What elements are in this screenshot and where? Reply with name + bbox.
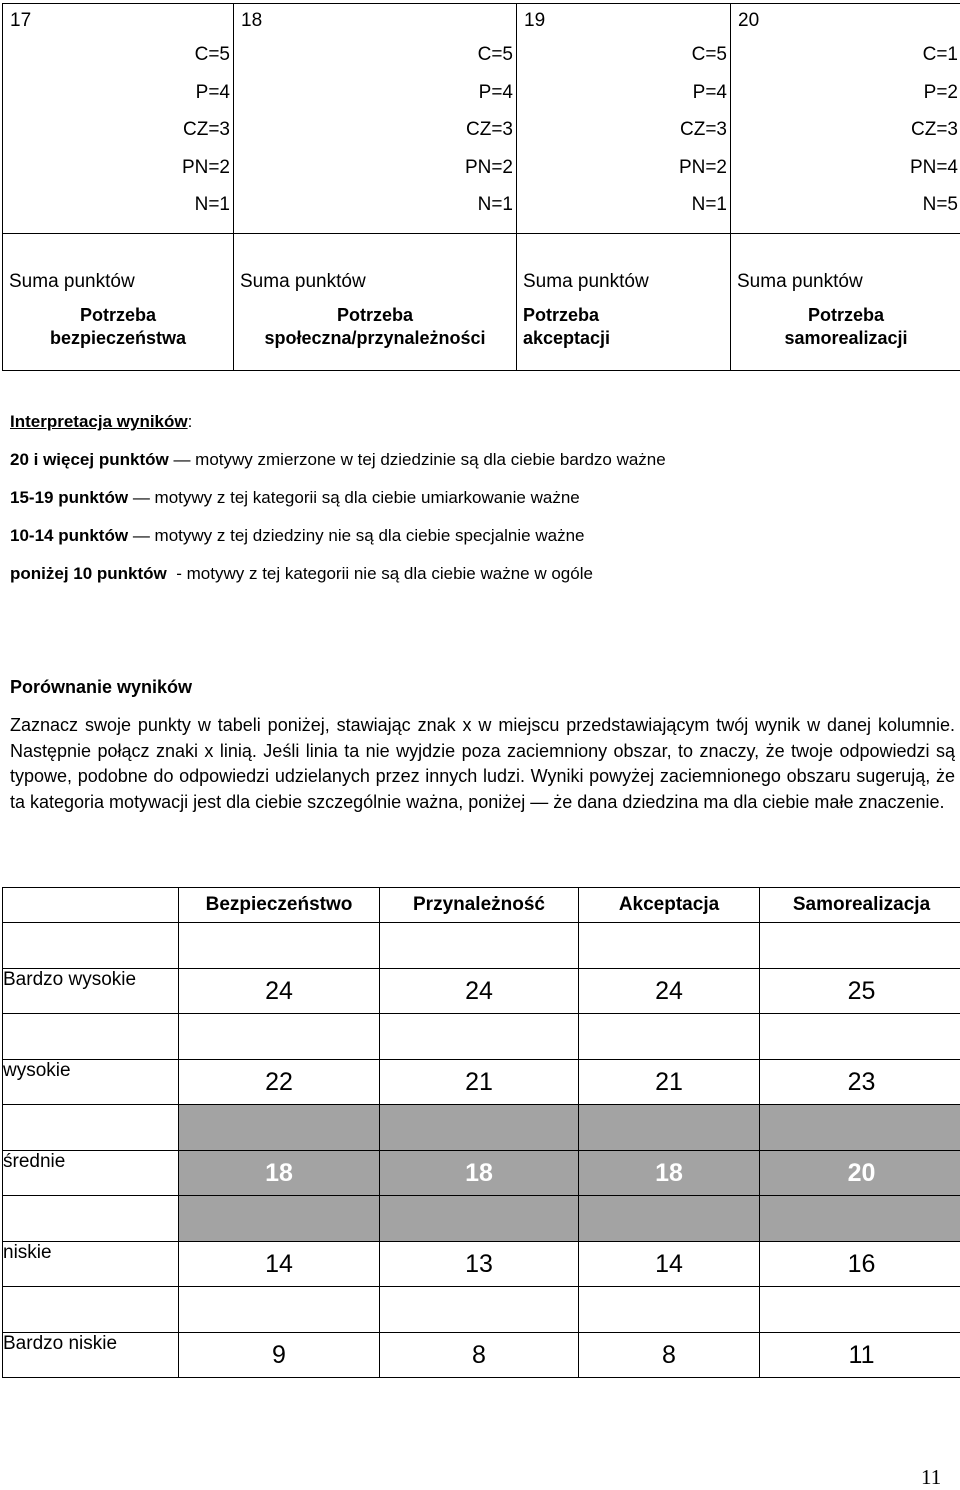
sum-cell-safety[interactable]	[3, 234, 234, 371]
range-label: 10-14 punktów	[10, 526, 128, 545]
score-c: C=1	[731, 36, 960, 74]
spacer-cell	[579, 1287, 760, 1333]
spacer-cell	[3, 923, 179, 969]
sum-cell-acceptance[interactable]	[517, 234, 731, 371]
score-cz: CZ=3	[731, 111, 960, 149]
corner-cell	[3, 888, 179, 923]
need-line2: akceptacji	[523, 327, 730, 350]
level-label: Bardzo niskie	[3, 1333, 179, 1378]
shaded-cell	[179, 1105, 380, 1151]
interpretation-line	[10, 564, 593, 584]
sum-label: Suma punktów	[517, 234, 730, 299]
sum-cell-self-realization[interactable]	[731, 234, 960, 371]
spacer-cell	[3, 1014, 179, 1060]
spacer-cell	[179, 1287, 380, 1333]
range-text: — motywy z tej dziedziny nie są dla ciebie specjalnie ważne	[128, 526, 584, 545]
norms-table	[2, 887, 960, 1378]
interpretation-colon: :	[188, 412, 193, 431]
shaded-cell	[380, 1105, 579, 1151]
need-label	[234, 304, 516, 350]
norm-value[interactable]: 25	[760, 969, 960, 1014]
scoring-table	[2, 3, 960, 371]
score-pn: PN=4	[731, 149, 960, 187]
norm-value[interactable]: 24	[579, 969, 760, 1014]
score-p: P=4	[3, 74, 233, 112]
range-text: — motywy z tej kategorii są dla ciebie umiarkowanie ważne	[128, 488, 580, 507]
norm-value[interactable]: 18	[380, 1151, 579, 1196]
level-label: niskie	[3, 1242, 179, 1287]
shaded-cell	[579, 1105, 760, 1151]
score-pn: PN=2	[517, 149, 730, 187]
range-label: poniżej 10 punktów	[10, 564, 167, 583]
norm-value[interactable]: 18	[579, 1151, 760, 1196]
spacer-cell	[3, 1287, 179, 1333]
spacer-cell	[760, 1014, 960, 1060]
norm-value[interactable]: 21	[380, 1060, 579, 1105]
sum-label: Suma punktów	[731, 234, 960, 299]
shaded-cell	[760, 1105, 960, 1151]
question-number: 18	[234, 4, 516, 36]
question-cell-19	[517, 4, 731, 234]
spacer-cell	[179, 1014, 380, 1060]
interpretation-line	[10, 526, 584, 546]
interpretation-line	[10, 450, 666, 470]
shaded-cell	[179, 1196, 380, 1242]
interpretation-title: Interpretacja wyników	[10, 412, 188, 431]
level-label: Bardzo wysokie	[3, 969, 179, 1014]
header-belonging: Przynależność	[380, 888, 579, 923]
score-c: C=5	[3, 36, 233, 74]
spacer-cell	[380, 923, 579, 969]
page-number: 11	[921, 1465, 941, 1490]
spacer-cell	[760, 923, 960, 969]
interpretation-line	[10, 488, 580, 508]
norm-value[interactable]: 8	[380, 1333, 579, 1378]
question-number: 19	[517, 4, 730, 36]
score-p: P=4	[517, 74, 730, 112]
sum-label: Suma punktów	[3, 234, 233, 299]
sum-cell-belonging[interactable]	[234, 234, 517, 371]
question-cell-20	[731, 4, 960, 234]
need-line2: samorealizacji	[731, 327, 960, 350]
score-p: P=2	[731, 74, 960, 112]
norm-value[interactable]: 24	[179, 969, 380, 1014]
range-label: 15-19 punktów	[10, 488, 128, 507]
range-text: - motywy z tej kategorii nie są dla ciebie ważne w ogóle	[167, 564, 593, 583]
norm-value[interactable]: 24	[380, 969, 579, 1014]
norm-value[interactable]: 20	[760, 1151, 960, 1196]
spacer-cell	[3, 1105, 179, 1151]
spacer-cell	[179, 923, 380, 969]
score-cz: CZ=3	[517, 111, 730, 149]
need-line1: Potrzeba	[234, 304, 516, 327]
norm-value[interactable]: 9	[179, 1333, 380, 1378]
need-label	[731, 304, 960, 350]
shaded-cell	[760, 1196, 960, 1242]
sum-label: Suma punktów	[234, 234, 516, 299]
norm-value[interactable]: 23	[760, 1060, 960, 1105]
need-line1: Potrzeba	[3, 304, 233, 327]
spacer-cell	[3, 1196, 179, 1242]
norm-value[interactable]: 14	[179, 1242, 380, 1287]
spacer-cell	[380, 1014, 579, 1060]
need-label	[3, 304, 233, 350]
range-label: 20 i więcej punktów	[10, 450, 169, 469]
score-c: C=5	[517, 36, 730, 74]
score-cz: CZ=3	[3, 111, 233, 149]
score-pn: PN=2	[3, 149, 233, 187]
interpretation-heading	[10, 412, 192, 432]
score-n: N=1	[3, 186, 233, 224]
question-number: 20	[731, 4, 960, 36]
score-n: N=1	[234, 186, 516, 224]
norm-value[interactable]: 22	[179, 1060, 380, 1105]
question-cell-17	[3, 4, 234, 234]
comparison-paragraph: Zaznacz swoje punkty w tabeli poniżej, stawiając znak x w miejscu przedstawiającym twój wynik w danej kolumnie. Następnie połącz znaki x linią. Jeśli linia ta nie wyjdzie poza zaciemniony obszar, to znaczy, że twoje odpowiedzi są typowe, podobne do odpowiedzi udzielanych przez innych ludzi. Wyniki powyżej zaciemnionego obszaru sugerują, że ta kategoria motywacji jest dla ciebie szczególnie ważna, poniżej — że dana dziedzina ma dla ciebie małe znaczenie.	[10, 713, 955, 815]
spacer-cell	[579, 923, 760, 969]
spacer-cell	[760, 1287, 960, 1333]
range-text: — motywy zmierzone w tej dziedzinie są dla ciebie bardzo ważne	[169, 450, 666, 469]
question-cell-18	[234, 4, 517, 234]
level-label: średnie	[3, 1151, 179, 1196]
spacer-cell	[579, 1014, 760, 1060]
score-n: N=1	[517, 186, 730, 224]
need-line2: społeczna/przynależności	[234, 327, 516, 350]
norm-value[interactable]: 13	[380, 1242, 579, 1287]
need-line2: bezpieczeństwa	[3, 327, 233, 350]
comparison-title: Porównanie wyników	[10, 677, 192, 698]
shaded-cell	[579, 1196, 760, 1242]
header-safety: Bezpieczeństwo	[179, 888, 380, 923]
score-n: N=5	[731, 186, 960, 224]
question-number: 17	[3, 4, 233, 36]
score-pn: PN=2	[234, 149, 516, 187]
need-line1: Potrzeba	[731, 304, 960, 327]
score-p: P=4	[234, 74, 516, 112]
norm-value[interactable]: 8	[579, 1333, 760, 1378]
norm-value[interactable]: 18	[179, 1151, 380, 1196]
norm-value[interactable]: 16	[760, 1242, 960, 1287]
header-self-realization: Samorealizacja	[760, 888, 960, 923]
spacer-cell	[380, 1287, 579, 1333]
level-label: wysokie	[3, 1060, 179, 1105]
header-acceptance: Akceptacja	[579, 888, 760, 923]
need-line1: Potrzeba	[523, 304, 730, 327]
score-c: C=5	[234, 36, 516, 74]
shaded-cell	[380, 1196, 579, 1242]
need-label	[517, 304, 730, 350]
norm-value[interactable]: 11	[760, 1333, 960, 1378]
norm-value[interactable]: 21	[579, 1060, 760, 1105]
norm-value[interactable]: 14	[579, 1242, 760, 1287]
score-cz: CZ=3	[234, 111, 516, 149]
